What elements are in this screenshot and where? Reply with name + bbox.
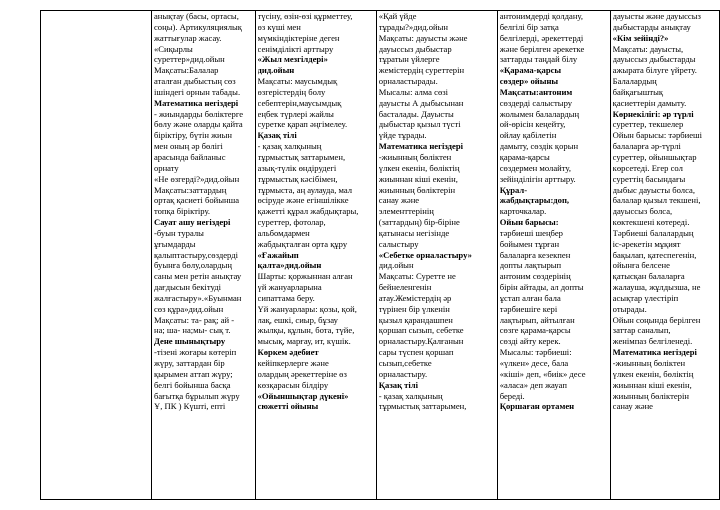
text-line: саны мен ретін анықтау [153,271,242,282]
text-line: үйде тұрады. [378,130,427,141]
text-line: Тәрбиеші балалардың [612,227,694,238]
text-line: Ойын барысы: тәрбиеші [612,130,703,141]
text-line: Мақсаты:заттардың [153,184,227,195]
text-line: үлкен екенін, бөліктің [612,368,694,379]
text-line: атау.Жемістердің әр [378,292,452,303]
text-line: Үй жануарлары: қозы, қой, [257,303,357,314]
text-line: мен оның әр бөлігі [153,141,223,152]
text-line: орналастыру.Қалғанын [378,336,464,347]
text-line: дыбыстар қызыл түсті [378,119,461,130]
text-line: жаттығулар жасау. [153,32,222,43]
text-line: сөздерді салыстыру [499,97,573,108]
text-line: қоршап сызып, себетке [378,325,464,336]
text-line: суреттер, фотолар, [257,217,326,228]
text-line: белгілі бір затқа [499,21,559,32]
text-line: үй жануарларына [257,282,322,293]
text-line: отырады. [612,303,647,314]
text-line: - қазақ халқының [257,141,322,152]
text-line: Ойын соңында берілген [612,314,701,325]
text-line: лақ, ешкі, сиыр, бұзау [257,314,338,325]
text-line: байқағыштық [612,86,664,97]
text-line: ішіндегі орнын табады. [153,86,241,97]
text-line: қасиеттерін дамыту. [612,97,687,108]
text-line: үлкен екенін, бөліктің [378,162,460,173]
text-line: дыбыстарды анықтау [612,21,691,32]
text-line: тұрмыстық кәсібімен, [257,173,338,184]
text-line: тұрады?»дид.ойын [378,21,448,32]
text-line: «Қай үйде [378,11,417,21]
text-line: олардың әрекеттеріне өз [257,368,347,379]
text-line: сызып,себетке [378,358,432,368]
text-line: Мысалы: алма сөзі [378,86,449,97]
text-line: асықтар үлестіріп [612,292,679,303]
text-line: қажетті құрал жабдықтары, [257,206,359,217]
text-line: Мысалы: тәрбиеші: [499,347,572,358]
text-line: суреттің басындағы [612,173,686,184]
text-line: жиыннан кіші екенін, [612,379,692,390]
text-line: ойлау қабілетін [499,130,557,141]
text-line: тұрмыстық заттарымен, [378,401,467,412]
text-line: жабдықталған орта құру [257,238,348,249]
text-line: тұрмыста, аң аулауда, мал [257,184,353,195]
text-line: Мақсаты: маусымдық [257,76,338,87]
section-heading-line: «Жыл мезгілдері» [257,54,328,65]
table-row [41,11,720,500]
text-line: бейнеленгенін [378,282,432,293]
text-line: өз күші мен [257,21,301,32]
text-line: іс-әрекетін мұқият [612,238,681,249]
text-line: өсіруде және егіншілікке [257,195,349,206]
text-line: біріктіру, бүтін жиын [153,130,233,141]
text-line: -тізені жоғары көтеріп [153,347,237,358]
text-line: және берілген әрекетке [499,43,585,54]
text-line: сөздермен молайту, [499,162,571,173]
text-line: белгі бойынша басқа [153,379,231,390]
text-line: бойымен тұрған [499,238,560,249]
text-line: дауыссыз болса, [612,206,673,217]
text-line: анықтау (басы, ортасы, [153,11,239,21]
section-heading-line: Математика негіздері [612,347,697,358]
text-line: сенімділікті арттыру [257,43,334,54]
text-line: бағытқа бұрылып жүру [153,390,240,401]
table-cell-col-6 [610,11,719,500]
text-line: Мақсаты: Суретте не [378,271,456,282]
text-line: соңы). Артикуляциялық [153,21,242,32]
text-line: карточкалар. [499,206,547,217]
section-heading-line: Құрал- [499,184,528,195]
text-line: Ұ, ПК ) Күшті, епті [153,401,226,412]
text-line: Мақсаты: дауысты, [612,43,684,54]
text-line: балаларға әр-түрлі [612,141,681,152]
text-line: санау және [612,401,653,412]
text-line: тәрбиешіге кері [499,303,558,314]
table-cell-col-4 [376,11,497,500]
text-line: басталады. Дауысты [378,108,454,119]
text-line: дауыссыз дыбыстар [378,43,452,54]
section-heading-line: «Себетке орналастыру» [378,249,472,260]
section-heading-line: «Ғажайып [257,249,299,260]
text-line: қарама-қарсы [499,151,550,162]
text-line: ортақ қасиеті бойынша [153,195,240,206]
text-line: суреттер, ойыншықтар [612,151,697,162]
text-line: Мақсаты: дауысты және [378,32,468,43]
text-line: бірін айтады, ал допты [499,282,584,293]
table-cell-col-1 [41,11,152,500]
section-heading-line: жабдықтары:доп, [499,195,570,206]
text-line: заттар саналып, [612,325,671,336]
text-line: суреттер, текшелер [612,119,684,130]
text-line: дыбыс дауысты болса, [612,184,695,195]
text-line: еңбек түрлері жайлы [257,108,334,119]
text-line: тұрмыстық заттарымен, [257,151,346,162]
text-line: ұғымдарды [153,238,196,249]
text-line: санау және [378,195,420,206]
section-heading-line: дид.ойын [257,65,295,76]
section-heading-line: Көркем әдебиет [257,347,319,358]
text-line: допты лақтырып [499,260,562,271]
text-line: балалар қызыл текшені, [612,195,701,206]
table-cell-col-5 [497,11,610,500]
section-heading-line: Қазақ тілі [378,379,418,390]
section-heading-line: қалта»дид.ойын [257,260,322,271]
text-line: -буын туралы [153,227,204,238]
text-line: топқа біріктіру. [153,206,211,217]
text-line: жиынның бөліктерін [378,184,456,195]
text-line: бақылап, қатеспегенін, [612,249,697,260]
text-line: ажырата білуге үйрету. [612,65,697,76]
section-heading-line: Көрнекілігі: әр түрлі [612,108,694,119]
text-line: орналастырады. [378,76,438,87]
text-line: -жиынның бөліктен [612,358,686,368]
text-line: ой-өрісін кеңейту, [499,119,566,130]
text-line: жылқы, құлын, бота, түйе, [257,325,355,336]
text-line: ойынға белсене [612,260,670,271]
text-line: женімпаз белгіленеді. [612,336,693,347]
text-line: тәрбиеші шеңбер [499,227,563,238]
text-line: - қазақ халқының [378,390,443,401]
text-line: балаларға кезекпен [499,249,571,260]
text-line: бөлу және оларды қайта [153,119,243,130]
text-line: Балалардың [612,76,657,87]
section-heading-line: «Кім зейінді?» [612,32,669,43]
text-line: жолымен балалардың [499,108,580,119]
text-line: белгілерді, әрекеттерді [499,32,584,43]
text-line: альбомдармен [257,227,310,238]
text-line: на; ша- на;мы- сық т. [153,325,231,336]
text-line: сипаттама беру. [257,292,315,303]
section-heading-line: «Ойыншықтар дүкені» [257,390,349,401]
text-line: кейіпкерлерге және [257,358,329,368]
text-line: суреттер»дид.ойын [153,54,225,65]
text-line: заттарды таңдай білу [499,54,578,65]
section-heading-line: Математика негіздері [378,141,464,152]
text-line: жүру, заттардан бір [153,358,225,368]
text-line: Мақсаты:Балалар [153,65,219,76]
text-line: қатынасы негізінде [378,227,450,238]
text-line: орнату [153,162,179,173]
text-line: қырымен аттап жүру; [153,368,233,379]
lesson-plan-table [40,10,720,500]
text-line: дауыссыз дыбыстарды [612,54,696,65]
text-line: -жиынның бөліктен [378,151,452,162]
text-line: «аласа» деп жауап [499,379,567,390]
text-line: дауысты және дауыссыз [612,11,701,21]
text-line: арасында байланыс [153,151,226,162]
section-heading-line: Ойын барысы: [499,217,559,228]
text-line: Мақсаты: та- рақ; ай - [153,314,235,325]
text-line: «Не өзгерді?»дид.ойын [153,173,240,184]
text-line: мүмкіндіктеріне деген [257,32,340,43]
section-heading-line: Қоршаған ортамен [499,401,575,412]
section-heading-line: Дене шынықтыру [153,336,226,347]
text-line: «Сиқырлы [153,43,193,54]
text-line: береді. [499,390,525,401]
text-line: Шарты: қоржыннан алған [257,271,353,282]
text-line: суретке қарап әңгімелеу. [257,119,348,130]
text-line: өзгерістердің болу [257,86,326,97]
text-line: салыстыру [378,238,419,249]
text-line: сары түспен қоршап [378,347,454,358]
text-line: дамыту, сөздік қорын [499,141,579,152]
table-cell-col-3 [255,11,376,500]
text-line: жалауша, жұлдызша, не [612,282,701,293]
text-line: буынға бөлу,олардың [153,260,232,271]
text-line: дағдысын бекітуді [153,282,221,293]
text-line: жалғастыру».«Буынман [153,292,242,303]
section-heading-line: Қазақ тілі [257,130,297,141]
section-heading-line: Сауат ашу негіздері [153,217,231,228]
text-line: лақтырып, айтылған [499,314,575,325]
text-line: аталған дыбыстың сөз [153,76,236,87]
text-line: «үлкен» десе, бала [499,358,569,368]
section-heading-line: Математика негіздері [153,97,239,108]
text-line: түсіну, өзін-өзі құрметтеу, [257,11,353,21]
section-heading-line: Мақсаты:антоним [499,86,573,97]
text-line: орналастыру. [378,368,428,379]
text-line: антоним сөздерінің [499,271,571,282]
text-line: себептерін,маусымдық [257,97,342,108]
text-line: жиынның бөліктерін [612,390,689,401]
text-line: дид.ойын [378,260,414,271]
text-line: ұстап алған бала [499,292,561,303]
text-line: азық-түлік өндірудегі [257,162,337,173]
text-line: жиыннан кіші екенін, [378,173,458,184]
text-line: - жиындарды бөліктерге [153,108,244,119]
section-heading-line: «Қарама-қарсы [499,65,562,76]
text-line: көрсетеді. Егер сол [612,162,683,173]
text-line: қатысқан балаларға [612,271,685,282]
text-line: сөзді айту керек. [499,336,561,347]
text-line: дауысты А дыбысынан [378,97,464,108]
text-line: тұратын үйлерге [378,54,440,65]
section-heading-line: сюжетті ойыны [257,401,319,412]
text-line: (заттардың) бір-біріне [378,217,460,228]
text-line: қалыптастыру,сөздерді [153,249,238,260]
text-line: зейінділігін арттыру. [499,173,576,184]
text-line: антонимдерді қолдану, [499,11,584,21]
section-heading-line: сөздер» ойыны [499,76,559,87]
text-line: сөзге қарама-қарсы [499,325,571,336]
text-line: «кіші» деп, «биік» десе [499,368,586,379]
text-line: көктекшені көтереді. [612,217,690,228]
text-line: элементтерінің [378,206,434,217]
text-line: түрінен бір үлкенін [378,303,450,314]
text-line: мысық, марғау, ит, күшік. [257,336,351,347]
table-cell-col-2 [151,11,255,500]
text-line: жемістердің суреттерін [378,65,465,76]
text-line: көзқарасын білдіру [257,379,329,390]
text-line: қызыл қарандашпен [378,314,453,325]
text-line: сөз құра»дид.ойын [153,303,224,314]
